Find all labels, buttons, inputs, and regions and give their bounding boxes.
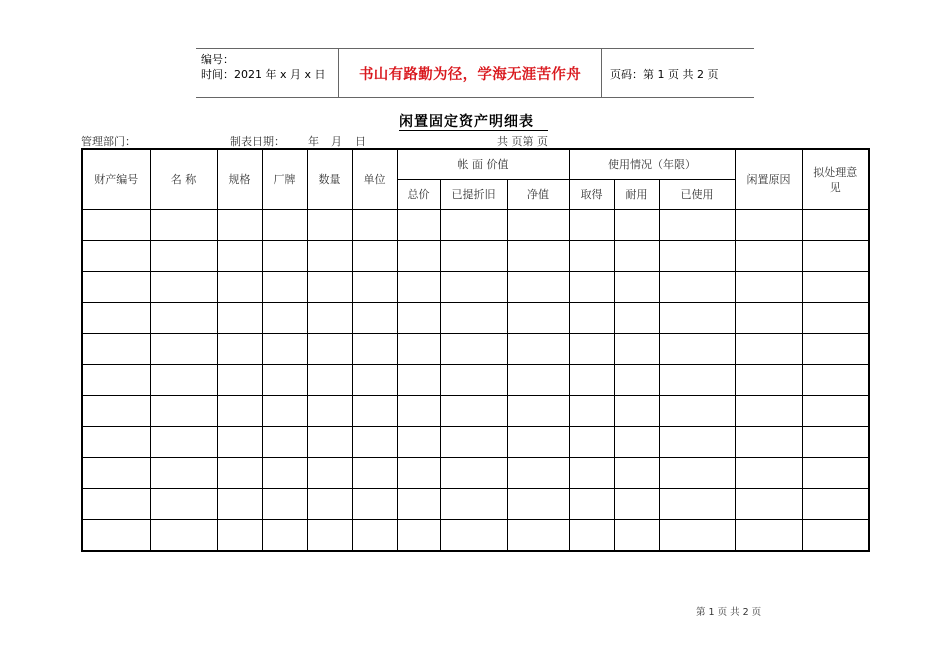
col-total-price: 总价: [397, 180, 440, 210]
table-row: [82, 303, 869, 334]
table-cell: [614, 365, 659, 396]
table-cell: [150, 520, 217, 552]
table-cell: [569, 489, 614, 520]
table-cell: [352, 520, 397, 552]
col-net-value: 净值: [507, 180, 569, 210]
table-cell: [507, 334, 569, 365]
table-cell: [217, 210, 262, 241]
table-cell: [659, 458, 735, 489]
table-cell: [262, 303, 307, 334]
col-acquired: 取得: [569, 180, 614, 210]
table-cell: [307, 396, 352, 427]
header-row-1: [82, 149, 869, 180]
table-cell: [307, 210, 352, 241]
page-count-label: 共 页第 页: [497, 135, 548, 148]
table-row: [82, 210, 869, 241]
table-cell: [352, 210, 397, 241]
header-left: [201, 52, 326, 82]
table-cell: [397, 365, 440, 396]
table-cell: [262, 396, 307, 427]
table-cell: [307, 272, 352, 303]
col-qty: 数量: [307, 149, 352, 210]
table-cell: [802, 458, 869, 489]
table-cell: [82, 520, 150, 552]
table-cell: [735, 427, 802, 458]
table-cell: [307, 303, 352, 334]
table-cell: [352, 458, 397, 489]
table-cell: [507, 458, 569, 489]
time-label: 时间：2021 年 x 月 x 日: [201, 68, 326, 81]
table-cell: [262, 241, 307, 272]
table-cell: [735, 520, 802, 552]
table-cell: [802, 210, 869, 241]
table-cell: [507, 520, 569, 552]
dept-label: 管理部门：: [81, 135, 136, 148]
group-book-value: 帐 面 价值: [397, 149, 569, 180]
table-cell: [507, 365, 569, 396]
table-cell: [735, 458, 802, 489]
table-cell: [150, 303, 217, 334]
table-cell: [569, 303, 614, 334]
page-title: 闲置固定资产明细表: [399, 114, 548, 131]
table-cell: [802, 427, 869, 458]
table-row: [82, 365, 869, 396]
table-cell: [82, 334, 150, 365]
table-cell: [352, 272, 397, 303]
table-cell: [262, 210, 307, 241]
table-cell: [507, 489, 569, 520]
table-cell: [150, 365, 217, 396]
col-name: 名 称: [150, 149, 217, 210]
table-cell: [659, 272, 735, 303]
table-cell: [659, 210, 735, 241]
table-cell: [507, 303, 569, 334]
table-cell: [82, 427, 150, 458]
table-cell: [307, 458, 352, 489]
table-cell: [307, 427, 352, 458]
table-cell: [352, 334, 397, 365]
table-cell: [440, 458, 507, 489]
table-cell: [507, 396, 569, 427]
table-cell: [659, 303, 735, 334]
table-cell: [307, 489, 352, 520]
table-cell: [569, 210, 614, 241]
table-cell: [735, 272, 802, 303]
table-cell: [217, 365, 262, 396]
table-cell: [217, 303, 262, 334]
table-cell: [802, 520, 869, 552]
col-depreciation: 已提折旧: [440, 180, 507, 210]
table-cell: [802, 272, 869, 303]
document-header: [196, 48, 754, 98]
table-cell: [307, 365, 352, 396]
table-cell: [217, 427, 262, 458]
table-cell: [82, 272, 150, 303]
table-cell: [82, 303, 150, 334]
table-cell: [569, 458, 614, 489]
table-row: [82, 520, 869, 552]
table-cell: [440, 210, 507, 241]
col-used: 已使用: [659, 180, 735, 210]
table-cell: [659, 365, 735, 396]
table-cell: [262, 458, 307, 489]
slogan: 书山有路勤为径，学海无涯苦作舟: [338, 48, 602, 98]
table-cell: [397, 272, 440, 303]
table-cell: [659, 396, 735, 427]
table-cell: [217, 396, 262, 427]
table-cell: [352, 241, 397, 272]
table-cell: [440, 365, 507, 396]
table-cell: [614, 427, 659, 458]
table-cell: [440, 241, 507, 272]
table-cell: [262, 365, 307, 396]
table-cell: [150, 241, 217, 272]
table-cell: [440, 489, 507, 520]
table-cell: [217, 334, 262, 365]
table-row: [82, 272, 869, 303]
year-label: 年: [308, 135, 319, 148]
table-cell: [307, 334, 352, 365]
table-cell: [397, 489, 440, 520]
table-cell: [735, 210, 802, 241]
table-cell: [82, 241, 150, 272]
table-cell: [614, 520, 659, 552]
col-proposed-disposal: 拟处理意见: [802, 149, 869, 210]
table-row: [82, 334, 869, 365]
table-cell: [614, 210, 659, 241]
table-cell: [262, 489, 307, 520]
col-asset-no: 财产编号: [82, 149, 150, 210]
table-cell: [614, 396, 659, 427]
table-cell: [802, 303, 869, 334]
table-cell: [307, 520, 352, 552]
table-cell: [150, 489, 217, 520]
table-cell: [397, 303, 440, 334]
table-row: [82, 458, 869, 489]
table-cell: [802, 334, 869, 365]
table-cell: [150, 210, 217, 241]
table-cell: [352, 489, 397, 520]
table-cell: [262, 427, 307, 458]
col-maker: 厂牌: [262, 149, 307, 210]
table-cell: [307, 241, 352, 272]
table-cell: [440, 272, 507, 303]
number-label: 编号：: [201, 53, 234, 66]
table-cell: [150, 427, 217, 458]
table-cell: [507, 427, 569, 458]
table-cell: [397, 210, 440, 241]
table-cell: [659, 489, 735, 520]
table-cell: [397, 241, 440, 272]
table-cell: [352, 365, 397, 396]
table-cell: [735, 489, 802, 520]
table-cell: [150, 272, 217, 303]
table-cell: [507, 272, 569, 303]
table-cell: [735, 365, 802, 396]
date-label: 制表日期：: [230, 135, 285, 148]
table-cell: [397, 520, 440, 552]
table-cell: [397, 334, 440, 365]
table-cell: [659, 334, 735, 365]
table-cell: [217, 520, 262, 552]
table-cell: [440, 334, 507, 365]
table-cell: [262, 334, 307, 365]
table-cell: [217, 458, 262, 489]
page-label: 页码：第 1 页 共 2 页: [610, 68, 719, 81]
table-cell: [659, 427, 735, 458]
table-cell: [802, 396, 869, 427]
table-cell: [82, 458, 150, 489]
table-cell: [440, 520, 507, 552]
table-cell: [440, 427, 507, 458]
table-cell: [262, 272, 307, 303]
table-cell: [440, 303, 507, 334]
col-durable: 耐用: [614, 180, 659, 210]
asset-table: [81, 148, 870, 552]
table-cell: [569, 334, 614, 365]
table-cell: [735, 396, 802, 427]
table-cell: [397, 458, 440, 489]
table-cell: [397, 396, 440, 427]
table-cell: [802, 365, 869, 396]
table-cell: [802, 489, 869, 520]
table-cell: [659, 520, 735, 552]
table-cell: [735, 241, 802, 272]
table-cell: [82, 489, 150, 520]
table-cell: [150, 396, 217, 427]
table-cell: [614, 303, 659, 334]
month-label: 月: [331, 135, 342, 148]
table-cell: [569, 272, 614, 303]
table-cell: [217, 272, 262, 303]
table-cell: [569, 241, 614, 272]
table-cell: [614, 272, 659, 303]
table-cell: [82, 396, 150, 427]
table-cell: [262, 520, 307, 552]
table-cell: [507, 241, 569, 272]
table-row: [82, 241, 869, 272]
table-cell: [82, 210, 150, 241]
table-cell: [569, 365, 614, 396]
table-cell: [352, 303, 397, 334]
table-cell: [150, 458, 217, 489]
col-idle-reason: 闲置原因: [735, 149, 802, 210]
table-cell: [614, 241, 659, 272]
table-cell: [507, 210, 569, 241]
table-cell: [569, 520, 614, 552]
table-cell: [352, 427, 397, 458]
table-cell: [735, 334, 802, 365]
table-row: [82, 396, 869, 427]
day-label: 日: [355, 135, 366, 148]
table-cell: [440, 396, 507, 427]
table-cell: [569, 427, 614, 458]
table-cell: [217, 241, 262, 272]
table-cell: [614, 458, 659, 489]
table-cell: [659, 241, 735, 272]
page-footer: 第 1 页 共 2 页: [696, 607, 762, 618]
table-cell: [614, 334, 659, 365]
table-cell: [82, 365, 150, 396]
table-cell: [735, 303, 802, 334]
table-row: [82, 427, 869, 458]
table-cell: [217, 489, 262, 520]
table-row: [82, 489, 869, 520]
table-cell: [569, 396, 614, 427]
table-cell: [802, 241, 869, 272]
col-unit: 单位: [352, 149, 397, 210]
table-cell: [150, 334, 217, 365]
col-spec: 规格: [217, 149, 262, 210]
table-cell: [352, 396, 397, 427]
group-usage: 使用情况（年限）: [569, 149, 735, 180]
table-cell: [614, 489, 659, 520]
table-cell: [397, 427, 440, 458]
